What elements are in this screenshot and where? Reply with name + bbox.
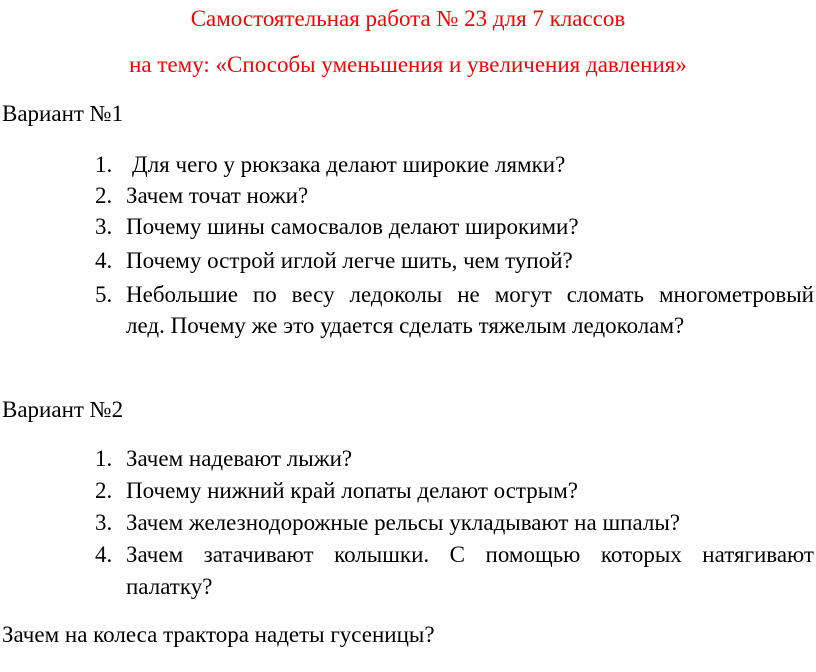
item-number: 4.: [95, 248, 113, 273]
item-text: Почему острой иглой легче шить, чем тупой?: [126, 248, 573, 273]
list-item: [0, 246, 816, 276]
item-text: Зачем железнодорожные рельсы укладывают на шпалы?: [126, 510, 681, 535]
item-text: Почему шины самосвалов делают широкими?: [126, 214, 579, 239]
item-number: 3.: [95, 510, 113, 535]
list-item: [0, 444, 816, 474]
item-text: Зачем надевают лыжи?: [126, 446, 353, 471]
item-text: Для чего у рюкзака делают широкие лямки?: [132, 152, 566, 177]
item-number: 5.: [95, 282, 113, 307]
item-number: 1.: [95, 152, 113, 177]
item-text: Зачем затачивают колышки. С помощью которых натягивают: [126, 542, 814, 567]
worksheet-title: Самостоятельная работа № 23 для 7 классов: [190, 6, 626, 31]
item-number: 1.: [95, 446, 113, 471]
list-item: [0, 540, 816, 570]
variant-2-heading: Вариант №2: [2, 397, 124, 422]
item-text: Небольшие по весу ледоколы не могут сломать многометровый: [126, 282, 814, 307]
item-number: 3.: [95, 214, 113, 239]
item-number: 4.: [95, 542, 113, 567]
list-item: [0, 212, 816, 242]
final-question: Зачем на колеса трактора надеты гусеницы?: [2, 622, 435, 647]
list-item: [0, 280, 816, 310]
item-number: 2.: [95, 183, 113, 208]
list-item: [0, 150, 816, 180]
item-text: Зачем точат ножи?: [126, 183, 309, 208]
list-item: [0, 181, 816, 211]
variant-1-heading: Вариант №1: [2, 101, 124, 126]
item-text-continuation: палатку?: [126, 574, 213, 599]
item-number: 2.: [95, 478, 113, 503]
item-text-continuation: лед. Почему же это удается сделать тяжелым ледоколам?: [126, 313, 685, 338]
list-item: [0, 508, 816, 538]
worksheet-topic: на тему: «Способы уменьшения и увеличения давления»: [129, 52, 687, 77]
item-text: Почему нижний край лопаты делают острым?: [126, 478, 578, 503]
list-item: [0, 476, 816, 506]
